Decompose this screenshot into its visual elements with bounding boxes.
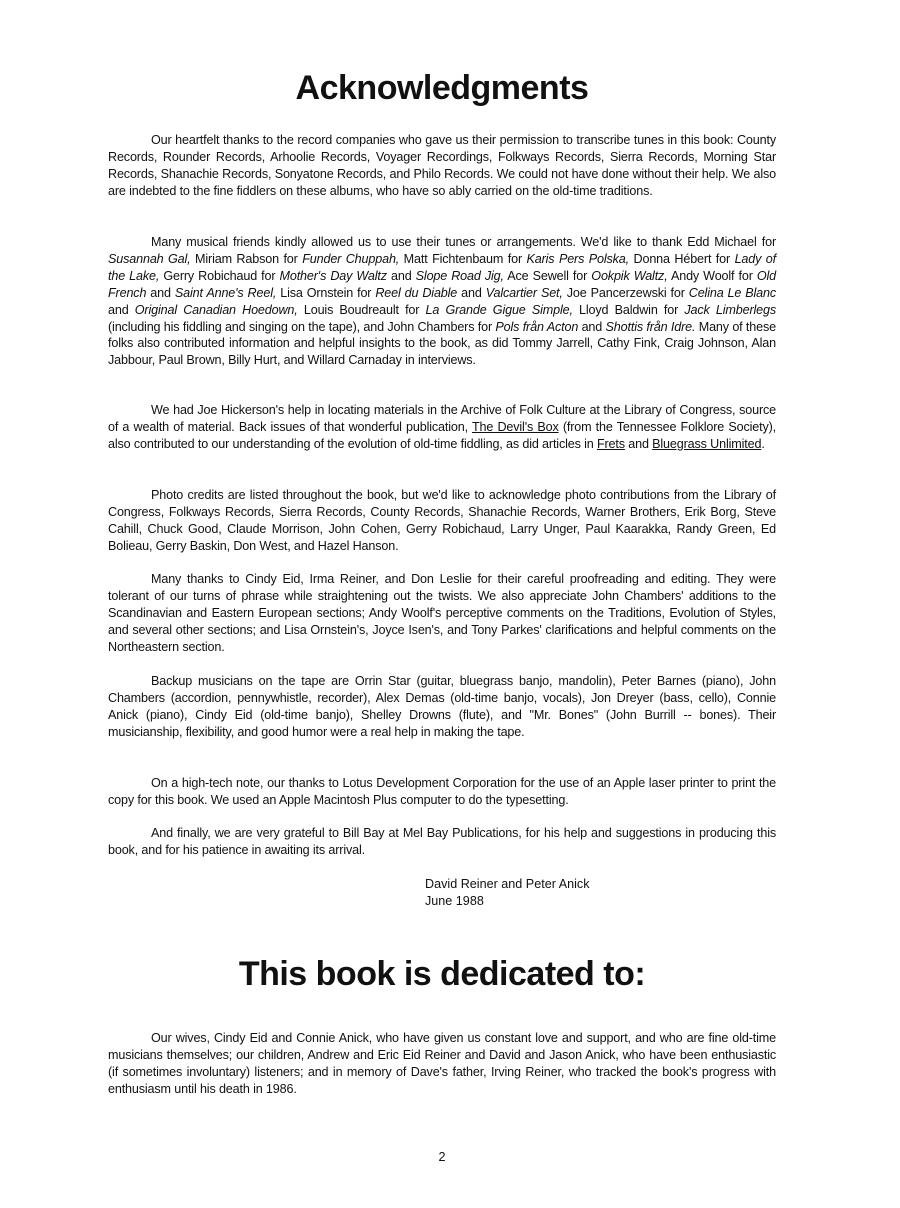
text-run: Lisa Ornstein for bbox=[276, 285, 376, 300]
text-run: and bbox=[457, 285, 486, 300]
signature-names: David Reiner and Peter Anick bbox=[425, 877, 590, 891]
paragraph-backup-musicians: Backup musicians on the tape are Orrin Star (guitar, bluegrass banjo, mandolin), Peter Barnes (piano), John Chambers (accordion, pennywhistle, recorder), Alex Demas (old-time banjo, vocals), Jon Dreyer (bass, cello), Connie Anick (piano), Cindy Eid (old-time banjo), Shelley Drowns (flute), and "Mr. Bones" (John Burrill -- bones). Their musicianship, flexibility, and good humor were a real help in making the tape. bbox=[108, 674, 776, 739]
tune-title: Lady of the Lake, bbox=[108, 251, 777, 283]
paragraph-photo-credits: Photo credits are listed throughout the book, but we'd like to acknowledge photo contributions from the Library of Congress, Folkways Records, Sierra Records, County Records, Shanachie Records, Warner Brothers, Erik Borg, Steve Cahill, Chuck Good, Claude Morrison, John Cohen, Gerry Robichaud, Larry Unger, Paul Kaarakka, Randy Green, Ed Bolieau, Gerry Baskin, Don West, and Hazel Hanson. bbox=[108, 488, 776, 553]
publication-title: Frets bbox=[596, 436, 625, 451]
text-run: and bbox=[624, 436, 653, 451]
tune-title: La Grande Gigue Simple, bbox=[425, 302, 573, 317]
text-run: Donna Hébert for bbox=[629, 251, 735, 266]
text-run: Joe Pancerzewski for bbox=[562, 285, 689, 300]
text-run: and bbox=[386, 268, 416, 283]
text-run: Miriam Rabson for bbox=[190, 251, 303, 266]
paragraph-library-of-congress bbox=[108, 402, 776, 453]
tune-title: Jack Limberlegs bbox=[684, 302, 776, 317]
text-run: and bbox=[578, 319, 606, 334]
signature-date: June 1988 bbox=[425, 894, 484, 908]
paragraph-musical-friends bbox=[108, 234, 776, 369]
tune-title: Reel du Diable bbox=[375, 285, 458, 300]
text-run: . bbox=[761, 436, 765, 451]
text-run: (including his fiddling and singing on the tape), and John Chambers for bbox=[108, 319, 496, 334]
signature-block bbox=[425, 876, 590, 910]
tune-title: Valcartier Set, bbox=[485, 285, 563, 300]
paragraph-record-companies: Our heartfelt thanks to the record companies who gave us their permission to transcribe tunes in this book: County Records, Rounder Records, Arhoolie Records, Voyager Recordings, Folkways Records, Sierra Records, Morning Star Records, Shanachie Records, Sonyatone Records, and Philo Records. We could not have done without their help. We also are indebted to the fine fiddlers on these albums, who have so ably carried on the old-time traditions. bbox=[108, 133, 776, 198]
tune-title: Old French bbox=[108, 268, 777, 300]
publication-title: Bluegrass Unlimited bbox=[652, 436, 762, 451]
text-run: Gerry Robichaud for bbox=[159, 268, 280, 283]
page-number: 2 bbox=[438, 1150, 446, 1164]
text-run: Many musical friends kindly allowed us to use their tunes or arrangements. We'd like to thank Edd Michael for bbox=[151, 235, 776, 249]
text-run: (from the Tennessee Folklore Society), also contributed to our understanding of the evolution of old-time fiddling, as did articles in bbox=[108, 419, 776, 451]
tune-title: Pols från Acton bbox=[495, 319, 579, 334]
paragraph-proofreading: Many thanks to Cindy Eid, Irma Reiner, and Don Leslie for their careful proofreading and editing. They were tolerant of our turns of phrase while straightening out the twists. We also appreciate John Chambers' additions to the Scandinavian and Eastern European sections; Andy Woolf's perceptive comments on the Traditions, Evolution of Styles, and several other sections; and Lisa Ornstein's, Joyce Isen's, and Tony Parkes' clarifications and helpful comments on the Northeastern section. bbox=[108, 572, 776, 654]
text-run: We had Joe Hickerson's help in locating materials in the Archive of Folk Culture at the Library of Congress, source of a wealth of material. Back issues of that wonderful publication, bbox=[108, 403, 776, 434]
text-run: Louis Boudreault for bbox=[297, 302, 426, 317]
document-page bbox=[108, 0, 776, 1208]
paragraph-high-tech-note: On a high-tech note, our thanks to Lotus Development Corporation for the use of an Apple laser printer to print the copy for this book. We used an Apple Macintosh Plus computer to do the typesetting. bbox=[108, 776, 776, 807]
text-run: Many of these folks also contributed information and helpful insights to the book, as did Tommy Jarrell, Cathy Fink, Craig Johnson, Alan Jabbour, Paul Brown, Billy Hurt, and Willard Carnaday in interviews. bbox=[108, 319, 776, 368]
tune-title: Mother's Day Waltz bbox=[279, 268, 387, 283]
dedication-title: This book is dedicated to: bbox=[238, 955, 646, 993]
text-run: Matt Fichtenbaum for bbox=[399, 251, 527, 266]
page-title: Acknowledgments bbox=[295, 69, 589, 107]
tune-title: Shottis från Idre. bbox=[605, 319, 696, 334]
tune-title: Funder Chuppah, bbox=[302, 251, 400, 266]
tune-title: Slope Road Jig, bbox=[415, 268, 504, 283]
text-run: Lloyd Baldwin for bbox=[572, 302, 685, 317]
text-run: Andy Woolf for bbox=[667, 268, 757, 283]
text-run: and bbox=[108, 302, 135, 317]
tune-title: Ookpik Waltz, bbox=[591, 268, 668, 283]
paragraph-publisher-thanks: And finally, we are very grateful to Bill Bay at Mel Bay Publications, for his help and suggestions in producing this book, and for his patience in awaiting its arrival. bbox=[108, 826, 776, 857]
text-run: Ace Sewell for bbox=[503, 268, 592, 283]
publication-title: The Devil's Box bbox=[471, 419, 559, 434]
tune-title: Celina Le Blanc bbox=[688, 285, 777, 300]
text-run: and bbox=[146, 285, 175, 300]
tune-title: Karis Pers Polska, bbox=[526, 251, 630, 266]
tune-title: Susannah Gal, bbox=[108, 251, 191, 266]
paragraph-dedication: Our wives, Cindy Eid and Connie Anick, who have given us constant love and support, and who are fine old-time musicians themselves; our children, Andrew and Eric Eid Reiner and David and Jason Anick, who have been enthusiastic (if sometimes involuntary) listeners; and in memory of Dave's father, Irving Reiner, who tracked the book's progress with enthusiasm until his death in 1986. bbox=[108, 1031, 776, 1096]
tune-title: Saint Anne's Reel, bbox=[174, 285, 277, 300]
tune-title: Original Canadian Hoedown, bbox=[134, 302, 298, 317]
